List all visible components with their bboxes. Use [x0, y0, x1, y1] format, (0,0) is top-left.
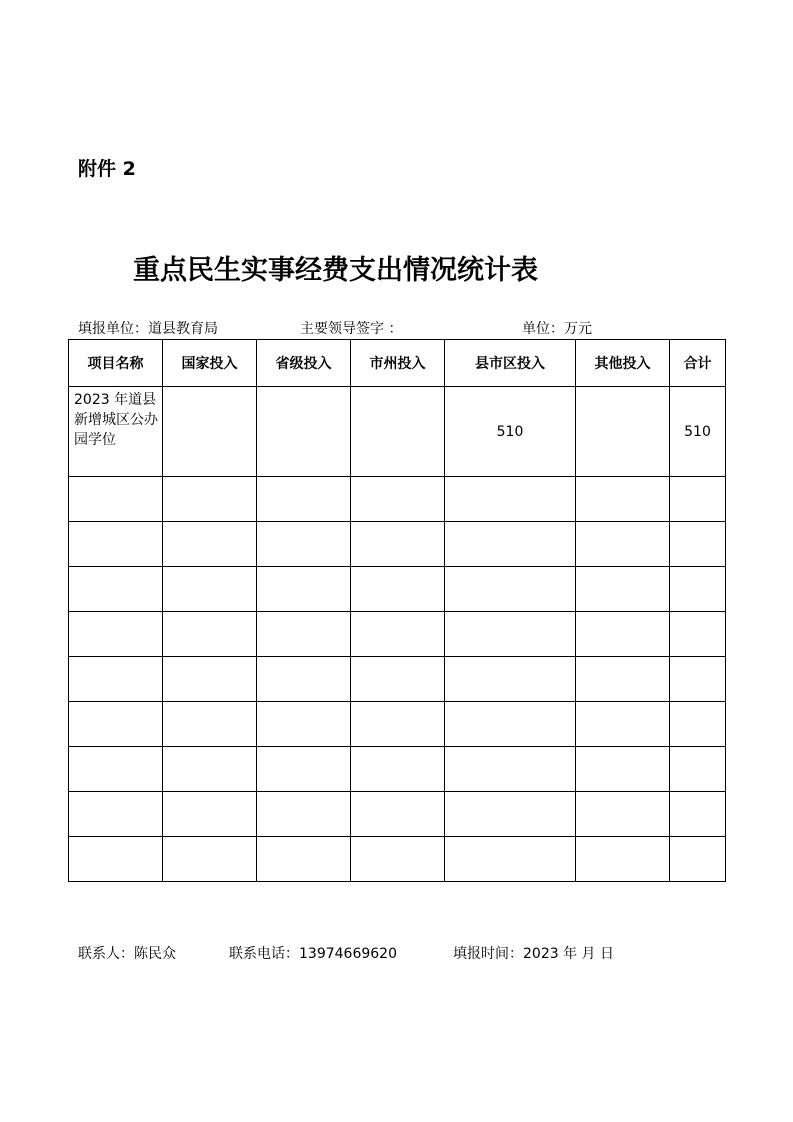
empty-cell — [163, 792, 257, 837]
empty-table-row — [69, 612, 726, 657]
empty-cell — [351, 702, 445, 747]
expenditure-table — [68, 339, 726, 882]
header-project-name: 项目名称 — [69, 340, 163, 387]
currency-unit: 单位：万元 — [522, 321, 592, 337]
empty-cell — [576, 837, 670, 882]
empty-cell — [670, 792, 726, 837]
empty-cell — [670, 567, 726, 612]
cell-city — [351, 387, 445, 477]
empty-cell — [257, 747, 351, 792]
reporting-unit: 填报单位：道县教育局 — [78, 321, 218, 337]
page-title: 重点民生实事经费支出情况统计表 — [133, 255, 538, 286]
empty-cell — [576, 612, 670, 657]
empty-cell — [351, 477, 445, 522]
empty-table-row — [69, 702, 726, 747]
empty-cell — [445, 837, 576, 882]
empty-cell — [445, 477, 576, 522]
report-date: 填报时间：2023 年 月 日 — [453, 946, 614, 962]
table-row — [69, 387, 726, 477]
empty-cell — [163, 702, 257, 747]
empty-cell — [69, 612, 163, 657]
empty-cell — [576, 792, 670, 837]
empty-cell — [257, 702, 351, 747]
cell-total: 510 — [670, 387, 726, 477]
empty-table-row — [69, 837, 726, 882]
empty-cell — [351, 792, 445, 837]
empty-table-row — [69, 792, 726, 837]
empty-cell — [576, 657, 670, 702]
empty-cell — [69, 477, 163, 522]
empty-cell — [69, 702, 163, 747]
empty-cell — [257, 792, 351, 837]
empty-cell — [69, 567, 163, 612]
table-header-row — [69, 340, 726, 387]
cell-national — [163, 387, 257, 477]
empty-cell — [445, 657, 576, 702]
empty-cell — [576, 477, 670, 522]
attachment-label: 附件 2 — [78, 158, 136, 180]
empty-cell — [576, 567, 670, 612]
header-other: 其他投入 — [576, 340, 670, 387]
empty-cell — [257, 522, 351, 567]
empty-cell — [163, 522, 257, 567]
empty-cell — [445, 612, 576, 657]
empty-cell — [351, 612, 445, 657]
empty-cell — [257, 657, 351, 702]
empty-cell — [163, 837, 257, 882]
empty-cell — [163, 747, 257, 792]
empty-cell — [69, 657, 163, 702]
empty-cell — [670, 702, 726, 747]
contact-phone: 联系电话：13974669620 — [229, 946, 397, 962]
empty-table-row — [69, 567, 726, 612]
header-provincial: 省级投入 — [257, 340, 351, 387]
empty-cell — [445, 522, 576, 567]
empty-cell — [445, 747, 576, 792]
header-city: 市州投入 — [351, 340, 445, 387]
empty-cell — [670, 747, 726, 792]
header-county: 县市区投入 — [445, 340, 576, 387]
header-national: 国家投入 — [163, 340, 257, 387]
cell-provincial — [257, 387, 351, 477]
empty-cell — [351, 837, 445, 882]
empty-cell — [670, 657, 726, 702]
empty-table-row — [69, 522, 726, 567]
header-total: 合计 — [670, 340, 726, 387]
contact-person: 联系人：陈民众 — [78, 946, 176, 962]
empty-table-row — [69, 657, 726, 702]
empty-cell — [163, 567, 257, 612]
empty-cell — [163, 657, 257, 702]
empty-cell — [69, 837, 163, 882]
empty-cell — [670, 612, 726, 657]
empty-table-row — [69, 747, 726, 792]
empty-cell — [351, 522, 445, 567]
empty-cell — [445, 567, 576, 612]
empty-cell — [576, 747, 670, 792]
empty-cell — [69, 747, 163, 792]
empty-cell — [257, 837, 351, 882]
empty-cell — [163, 477, 257, 522]
empty-cell — [351, 567, 445, 612]
cell-project-name: 2023 年道县新增城区公办园学位 — [69, 387, 163, 477]
empty-cell — [163, 612, 257, 657]
empty-cell — [445, 792, 576, 837]
empty-cell — [69, 792, 163, 837]
empty-cell — [576, 522, 670, 567]
empty-cell — [670, 477, 726, 522]
empty-cell — [257, 477, 351, 522]
empty-table-row — [69, 477, 726, 522]
empty-cell — [670, 837, 726, 882]
cell-county: 510 — [445, 387, 576, 477]
empty-cell — [670, 522, 726, 567]
empty-cell — [69, 522, 163, 567]
empty-cell — [257, 567, 351, 612]
empty-cell — [576, 702, 670, 747]
empty-cell — [351, 747, 445, 792]
empty-cell — [257, 612, 351, 657]
leader-signature-label: 主要领导签字 ： — [300, 321, 403, 337]
empty-cell — [351, 657, 445, 702]
empty-cell — [445, 702, 576, 747]
cell-other — [576, 387, 670, 477]
